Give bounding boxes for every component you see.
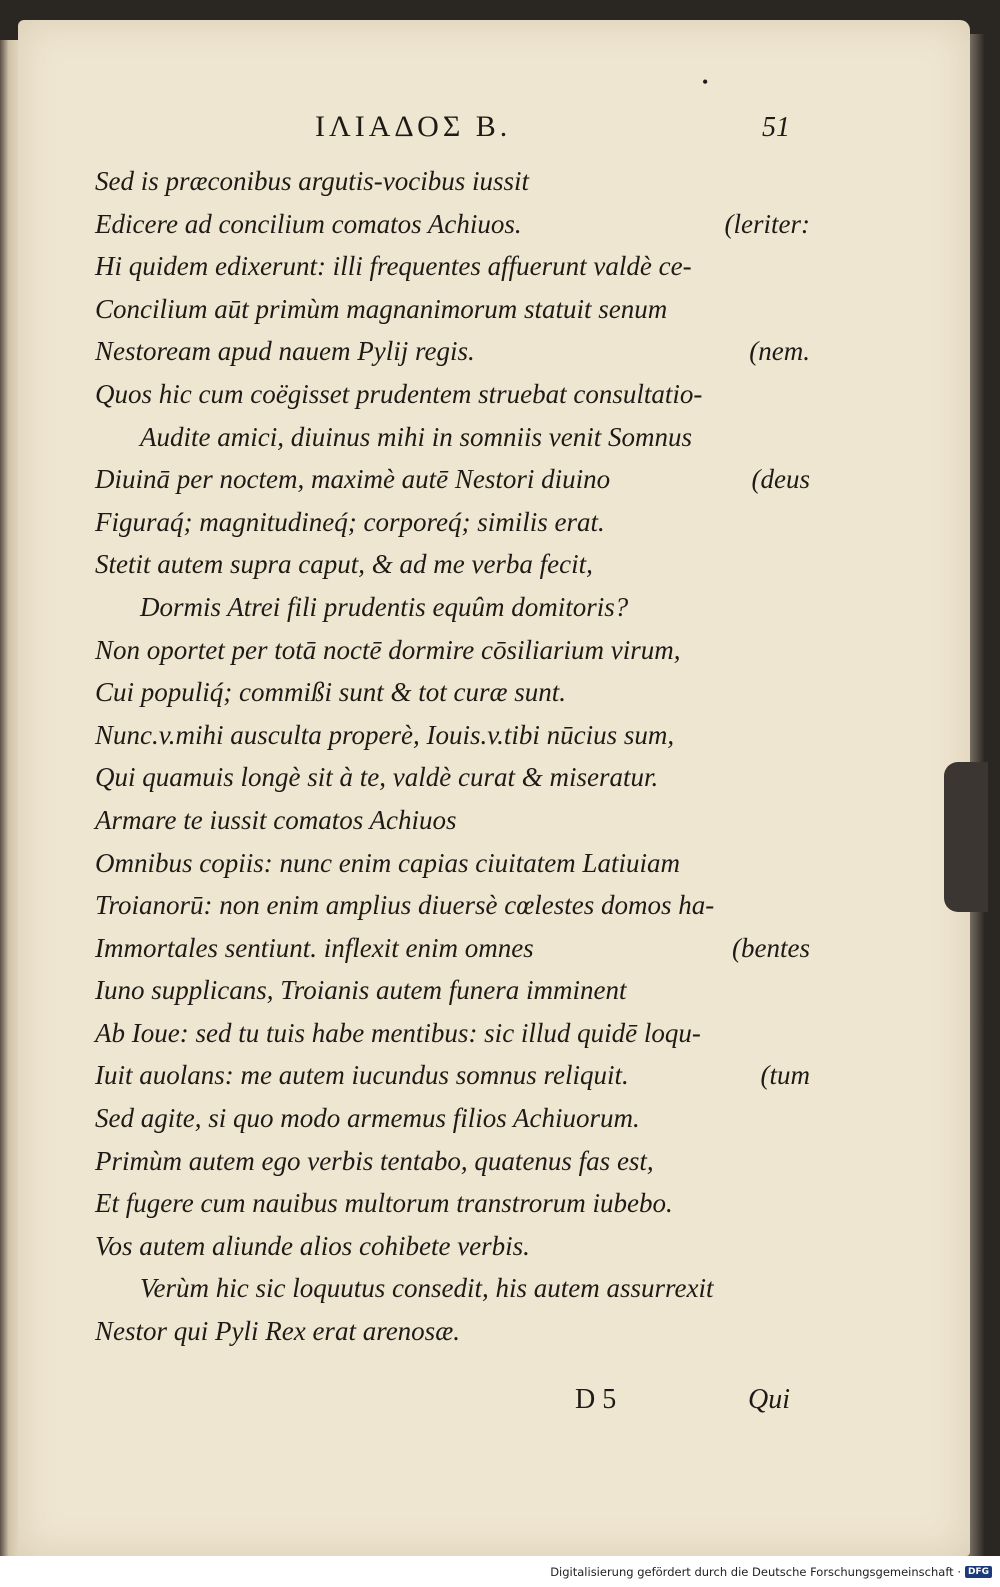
- text-line: Edicere ad concilium comatos Achiuos. (leriter:: [95, 203, 810, 246]
- text-block: [95, 160, 810, 1353]
- margin-note: (bentes: [732, 932, 810, 963]
- margin-note: (nem.: [749, 336, 810, 367]
- text-line: Sed is præconibus argutis-vocibus iussit: [95, 166, 530, 196]
- dfg-logo-icon: DFG: [965, 1566, 992, 1578]
- digitization-credit: [0, 1556, 1000, 1587]
- text-line: Verùm hic sic loquutus consedit, his autem assurrexit: [140, 1273, 714, 1304]
- page-number: 51: [762, 112, 790, 143]
- text-line: Nestor qui Pyli Rex erat arenosæ.: [95, 1316, 460, 1347]
- margin-note: (leriter:: [724, 208, 810, 239]
- running-title: ΙΛΙΑΔΟΣ Β.: [315, 110, 512, 143]
- credit-text: Digitalisierung gefördert durch die Deutsche Forschungsgemeinschaft ·: [550, 1564, 961, 1579]
- text-line: Cui populiq́; commißi sunt & tot curæ sunt.: [95, 677, 567, 708]
- text-line: Immortales sentiunt. inflexit enim omnes (bentes: [95, 927, 810, 970]
- text-line: Stetit autem supra caput, & ad me verba fecit,: [95, 549, 593, 580]
- text-line: Audite amici, diuinus mihi in somniis venit Somnus: [140, 421, 692, 452]
- text-line: Ab Ioue: sed tu tuis habe mentibus: sic illud quidē loqu-: [95, 1017, 701, 1048]
- text-line: Vos autem aliunde alios cohibete verbis.: [95, 1230, 530, 1261]
- ornament-mark: •: [702, 72, 709, 92]
- margin-note: (tum: [760, 1060, 810, 1091]
- text-line: Et fugere cum nauibus multorum transtrorum iubebo.: [95, 1188, 673, 1219]
- text-line: Figuraq́; magnitudineq́; corporeq́; similis erat.: [95, 506, 605, 537]
- text-line: Hi quidem edixerunt: illi frequentes affuerunt valdè ce-: [95, 251, 692, 282]
- text-line: Quos hic cum coëgisset prudentem struebat consultatio-: [95, 378, 703, 409]
- bookmark-tab: [944, 762, 988, 912]
- text-line: Armare te iussit comatos Achiuos: [95, 804, 457, 835]
- text-line: Nunc.v.mihi ausculta properè, Iouis.v.tibi nūcius sum,: [95, 719, 675, 750]
- text-line: Iuno supplicans, Troianis autem funera imminent: [95, 975, 627, 1006]
- text-line: Nestoream apud nauem Pylij regis. (nem.: [95, 330, 810, 373]
- text-line: Qui quamuis longè sit à te, valdè curat & miseratur.: [95, 762, 659, 793]
- catchword: Qui: [748, 1384, 790, 1415]
- text-line: Concilium aūt primùm magnanimorum statuit senum: [95, 293, 668, 324]
- text-line: Dormis Atrei fili prudentis equûm domitoris?: [140, 591, 629, 622]
- text-line: Omnibus copiis: nunc enim capias ciuitatem Latiuiam: [95, 847, 680, 878]
- margin-note: (deus: [751, 464, 810, 495]
- text-line: Diuinā per noctem, maximè autē Nestori diuino (deus: [95, 458, 810, 501]
- text-line: Iuit auolans: me autem iucundus somnus reliquit. (tum: [95, 1054, 810, 1097]
- text-line: Sed agite, si quo modo armemus filios Achiuorum.: [95, 1103, 640, 1134]
- text-line: Primùm autem ego verbis tentabo, quatenus fas est,: [95, 1145, 654, 1176]
- text-line: Non oportet per totā noctē dormire cōsiliarium virum,: [95, 634, 681, 665]
- signature-mark: D 5: [575, 1384, 617, 1415]
- text-line: Troianorū: non enim amplius diuersè cœlestes domos ha-: [95, 890, 715, 921]
